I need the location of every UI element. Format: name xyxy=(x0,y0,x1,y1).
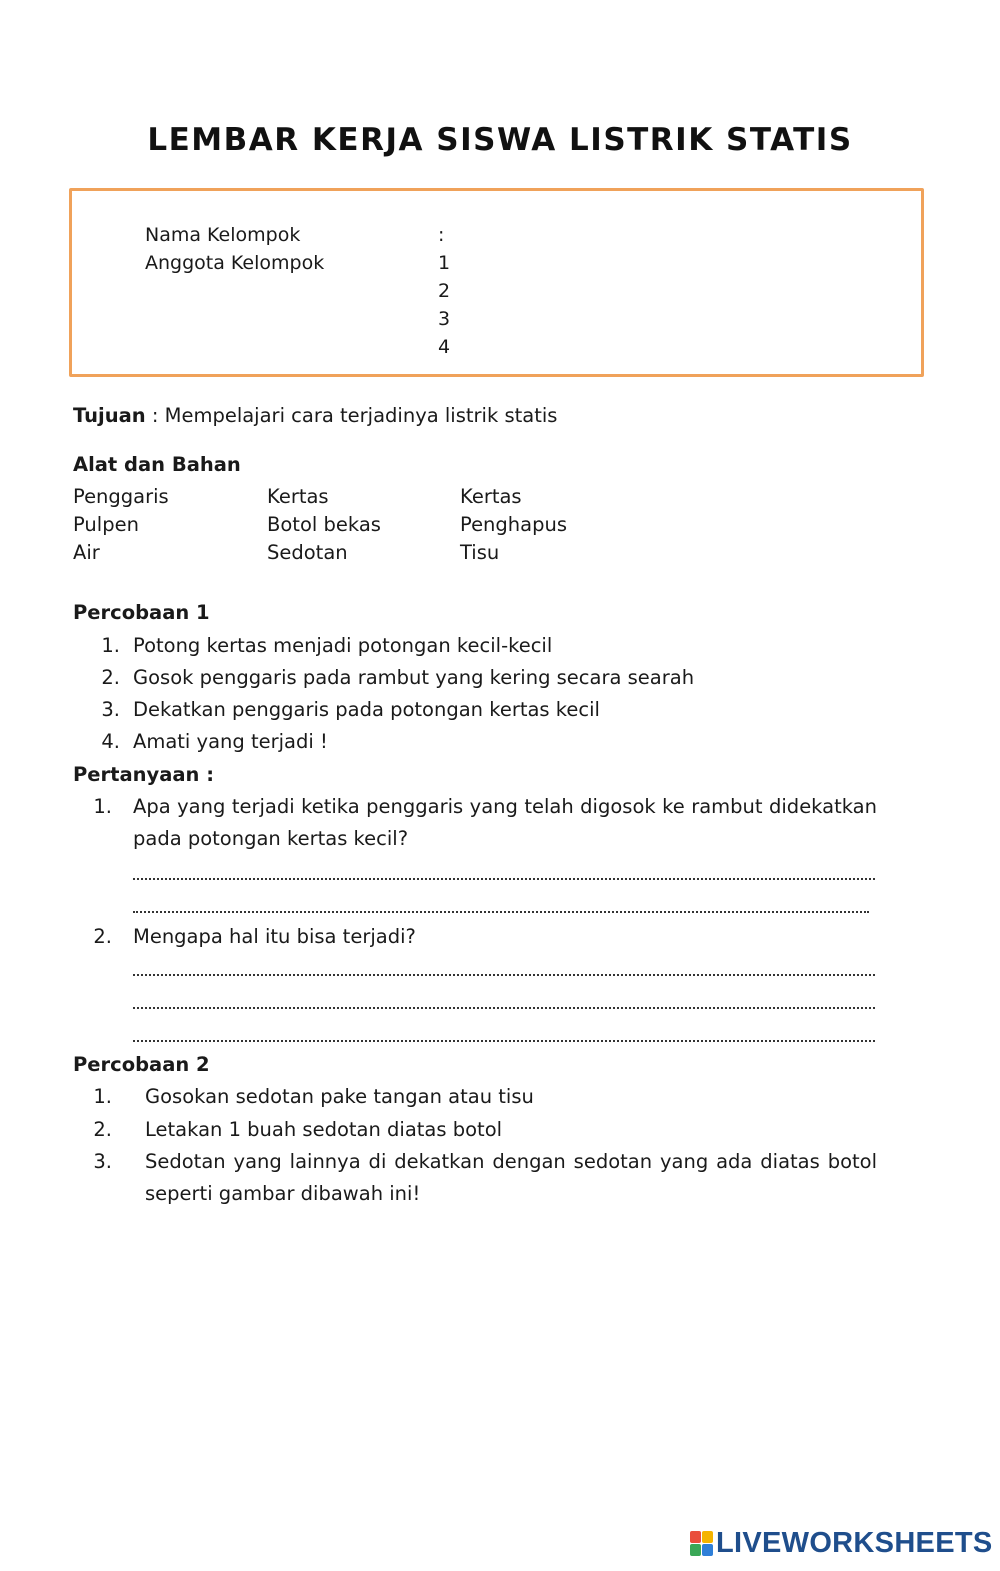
member-number-2: 2 xyxy=(438,280,451,302)
group-name-label: Nama Kelompok xyxy=(145,224,301,246)
member-number-3: 3 xyxy=(438,308,451,330)
step-text: Dekatkan penggaris pada potongan kertas kecil xyxy=(133,698,600,721)
tujuan-text: : Mempelajari cara terjadinya listrik statis xyxy=(145,404,558,427)
logo-square xyxy=(690,1531,701,1543)
step-text: Gosok penggaris pada rambut yang kering secara searah xyxy=(133,666,695,689)
alat-item: Sedotan xyxy=(267,541,348,564)
logo-square xyxy=(702,1544,713,1556)
percobaan1-heading: Percobaan 1 xyxy=(73,601,210,624)
group-info-box xyxy=(69,188,924,377)
pertanyaan-heading: Pertanyaan : xyxy=(73,763,214,786)
answer-line[interactable] xyxy=(133,1007,875,1009)
percobaan2-heading: Percobaan 2 xyxy=(73,1053,210,1076)
step-number: 2. xyxy=(101,666,120,689)
liveworksheets-logo-icon xyxy=(690,1531,713,1556)
step-number: 2. xyxy=(93,1118,112,1141)
alat-item: Tisu xyxy=(460,541,500,564)
group-members-label: Anggota Kelompok xyxy=(145,252,325,274)
step-text: Letakan 1 buah sedotan diatas botol xyxy=(145,1118,503,1141)
liveworksheets-logo[interactable] xyxy=(690,1528,993,1558)
alat-item: Penggaris xyxy=(73,485,169,508)
alat-item: Pulpen xyxy=(73,513,139,536)
step-number: 1. xyxy=(101,634,120,657)
step-text: Gosokan sedotan pake tangan atau tisu xyxy=(145,1085,534,1108)
page-title: LEMBAR KERJA SISWA LISTRIK STATIS xyxy=(147,122,853,158)
alat-item: Air xyxy=(73,541,100,564)
member-number-1: 1 xyxy=(438,252,451,274)
question-2-text: Mengapa hal itu bisa terjadi? xyxy=(133,925,416,948)
step-3-text: Sedotan yang lainnya di dekatkan dengan sedotan yang ada diatas botol xyxy=(145,1150,877,1173)
question-1-line-2: pada potongan kertas kecil? xyxy=(133,827,409,850)
tujuan-line xyxy=(73,404,557,427)
alat-item: Penghapus xyxy=(460,513,568,536)
step-3-line-1 xyxy=(145,1150,877,1173)
liveworksheets-logo-text: LIVEWORKSHEETS xyxy=(716,1526,993,1559)
step-text: Potong kertas menjadi potongan kecil-kecil xyxy=(133,634,553,657)
answer-line[interactable] xyxy=(133,974,875,976)
step-number: 3. xyxy=(101,698,120,721)
alat-heading: Alat dan Bahan xyxy=(73,453,241,476)
alat-item: Kertas xyxy=(460,485,522,508)
question-1-text: Apa yang terjadi ketika penggaris yang telah digosok ke rambut didekatkan xyxy=(133,795,877,818)
logo-square xyxy=(702,1531,713,1543)
alat-item: Botol bekas xyxy=(267,513,381,536)
step-3-line-2: seperti gambar dibawah ini! xyxy=(145,1182,421,1205)
question-number: 2. xyxy=(93,925,112,948)
step-number: 4. xyxy=(101,730,120,753)
tujuan-label: Tujuan xyxy=(73,404,146,427)
member-number-4: 4 xyxy=(438,336,451,358)
logo-square xyxy=(690,1544,701,1556)
group-name-colon: : xyxy=(438,224,445,246)
step-text: Amati yang terjadi ! xyxy=(133,730,328,753)
step-number: 3. xyxy=(93,1150,112,1173)
step-number: 1. xyxy=(93,1085,112,1108)
question-number: 1. xyxy=(93,795,112,818)
question-1-line-1 xyxy=(133,795,877,818)
answer-line[interactable] xyxy=(133,878,875,880)
answer-line[interactable] xyxy=(133,911,869,913)
answer-line[interactable] xyxy=(133,1040,875,1042)
alat-item: Kertas xyxy=(267,485,329,508)
